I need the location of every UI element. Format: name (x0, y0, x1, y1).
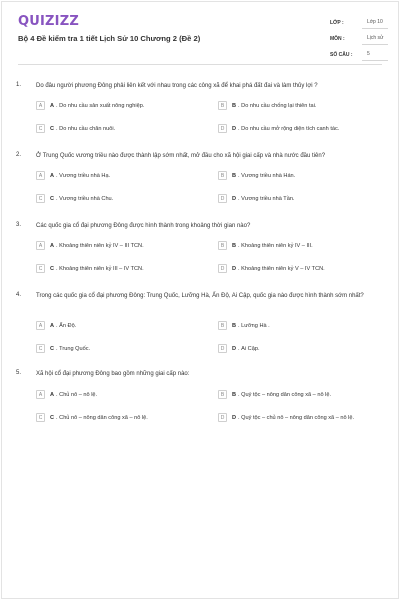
option-text: Lưỡng Hà . (241, 322, 270, 329)
option-text: Vương triều nhà Tần. (241, 195, 295, 202)
option-letter: D (232, 195, 237, 202)
quizizz-logo: QUIZIZZ (18, 14, 79, 29)
option-text: Khoảng thiên niên kỷ IV – III. (241, 242, 313, 249)
option-d[interactable]: D D . Ai Cập. (218, 343, 260, 354)
question-text: Các quốc gia cổ đại phương Đông được hình thành trong khoảng thời gian nào? (36, 223, 251, 229)
option-a[interactable]: A A . Ấn Độ. (36, 320, 76, 331)
option-letter: B (232, 102, 237, 109)
meta-panel (330, 16, 388, 64)
option-text: Vương triều nhà Hán. (241, 172, 296, 179)
meta-value-count: 5 (362, 49, 388, 61)
option-d[interactable]: D D . Do nhu cầu mở rộng diện tích canh tác. (218, 123, 339, 134)
option-text: Vương triều nhà Hạ. (59, 172, 111, 179)
option-key-box: A (36, 390, 45, 399)
option-letter: B (232, 172, 237, 179)
question-text: Ở Trung Quốc vương triều nào được thành lập sớm nhất, mở đầu cho xã hội giai cấp và nhà nước đầu tiên? (36, 153, 326, 159)
question-text: Xã hội cổ đại phương Đông bao gồm những giai cấp nào: (36, 371, 190, 377)
option-letter: D (232, 125, 237, 132)
meta-label-count: SỐ CÂU : (330, 52, 353, 58)
header-divider (18, 64, 382, 65)
option-a[interactable]: A A . Do nhu cầu sản xuất nông nghiệp. (36, 100, 144, 111)
option-text: Chủ nô – nông dân công xã – nô lệ. (59, 414, 148, 421)
question-number: 2. (16, 152, 22, 158)
option-letter: A (50, 172, 55, 179)
option-key-box: D (218, 124, 227, 133)
option-letter: B (232, 242, 237, 249)
option-key-box: B (218, 171, 227, 180)
option-letter: C (50, 414, 55, 421)
option-text: Do nhu cầu sản xuất nông nghiệp. (59, 102, 145, 109)
option-letter: A (50, 391, 55, 398)
option-letter: C (50, 345, 55, 352)
option-letter: D (232, 345, 237, 352)
option-key-box: B (218, 390, 227, 399)
option-text: Do nhu cầu chăn nuôi. (59, 125, 116, 132)
question-text: Do đâu người phương Đông phải liên kết với nhau trong các công xã để khai phá đất đai và làm thủy lợi ? (36, 83, 318, 89)
option-b[interactable]: B B . Lưỡng Hà . (218, 320, 270, 331)
option-c[interactable]: C C . Trung Quốc. (36, 343, 90, 354)
option-text: Ấn Độ. (59, 322, 77, 329)
option-letter: B (232, 391, 237, 398)
meta-row-count (330, 48, 388, 62)
option-letter: A (50, 242, 55, 249)
option-d[interactable]: D D . Quý tộc – chủ nô – nông dân công xã – nô lệ. (218, 412, 354, 423)
option-letter: D (232, 414, 237, 421)
option-key-box: C (36, 413, 45, 422)
option-text: Trung Quốc. (59, 345, 91, 352)
document-title: Bộ 4 Đề kiểm tra 1 tiết Lịch Sử 10 Chương 2 (Đề 2) (18, 34, 201, 43)
option-c[interactable]: C C . Chủ nô – nông dân công xã – nô lệ. (36, 412, 148, 423)
option-key-box: C (36, 344, 45, 353)
option-d[interactable]: D D . Khoảng thiên niên kỷ V – IV TCN. (218, 263, 325, 274)
option-key-box: A (36, 321, 45, 330)
option-text: Do nhu cầu chống lại thiên tai. (241, 102, 317, 109)
option-c[interactable]: C C . Khoảng thiên niên kỷ III – IV TCN. (36, 263, 144, 274)
meta-value-subject: Lịch sử (362, 33, 388, 45)
option-key-box: B (218, 321, 227, 330)
meta-value-class: Lớp 10 (362, 17, 388, 29)
option-key-box: B (218, 101, 227, 110)
option-a[interactable]: A A . Khoảng thiên niên kỷ IV – III TCN. (36, 240, 144, 251)
option-d[interactable]: D D . Vương triều nhà Tần. (218, 193, 295, 204)
meta-row-class (330, 16, 388, 30)
option-key-box: B (218, 241, 227, 250)
option-text: Ai Cập. (241, 345, 260, 352)
option-b[interactable]: B B . Vương triều nhà Hán. (218, 170, 295, 181)
meta-label-subject: MÔN : (330, 36, 345, 42)
option-b[interactable]: B B . Quý tộc – nông dân công xã – nô lệ. (218, 389, 331, 400)
option-key-box: C (36, 264, 45, 273)
option-key-box: C (36, 194, 45, 203)
option-c[interactable]: C C . Vương triều nhà Chu. (36, 193, 113, 204)
option-a[interactable]: A A . Vương triều nhà Hạ. (36, 170, 110, 181)
option-letter: B (232, 322, 237, 329)
option-b[interactable]: B B . Do nhu cầu chống lại thiên tai. (218, 100, 316, 111)
option-key-box: A (36, 101, 45, 110)
option-key-box: D (218, 413, 227, 422)
meta-row-subject (330, 32, 388, 46)
option-letter: A (50, 322, 55, 329)
option-key-box: A (36, 241, 45, 250)
option-b[interactable]: B B . Khoảng thiên niên kỷ IV – III. (218, 240, 313, 251)
meta-label-class: LỚP : (330, 20, 344, 26)
question-number: 1. (16, 82, 22, 88)
option-text: Chủ nô – nô lệ. (59, 391, 98, 398)
question-number: 3. (16, 222, 22, 228)
option-key-box: D (218, 264, 227, 273)
option-letter: A (50, 102, 55, 109)
question-text: Trong các quốc gia cổ đại phương Đông: Trung Quốc, Lưỡng Hà, Ấn Độ, Ai Cập, quốc gia nào được hình thành sớm nhất? (36, 293, 364, 299)
option-letter: C (50, 195, 55, 202)
question-number: 4. (16, 292, 22, 298)
option-letter: C (50, 125, 55, 132)
option-text: Khoảng thiên niên kỷ III – IV TCN. (59, 265, 144, 272)
option-a[interactable]: A A . Chủ nô – nô lệ. (36, 389, 97, 400)
option-key-box: D (218, 194, 227, 203)
worksheet-page (1, 1, 399, 599)
option-key-box: A (36, 171, 45, 180)
option-key-box: D (218, 344, 227, 353)
option-c[interactable]: C C . Do nhu cầu chăn nuôi. (36, 123, 115, 134)
option-text: Vương triều nhà Chu. (59, 195, 114, 202)
option-text: Quý tộc – nông dân công xã – nô lệ. (241, 391, 332, 398)
question-number: 5. (16, 370, 22, 376)
option-text: Khoảng thiên niên kỷ IV – III TCN. (59, 242, 144, 249)
option-text: Do nhu cầu mở rộng diện tích canh tác. (241, 125, 340, 132)
option-text: Khoảng thiên niên kỷ V – IV TCN. (241, 265, 325, 272)
option-letter: D (232, 265, 237, 272)
option-text: Quý tộc – chủ nô – nông dân công xã – nô lệ. (241, 414, 355, 421)
option-key-box: C (36, 124, 45, 133)
option-letter: C (50, 265, 55, 272)
